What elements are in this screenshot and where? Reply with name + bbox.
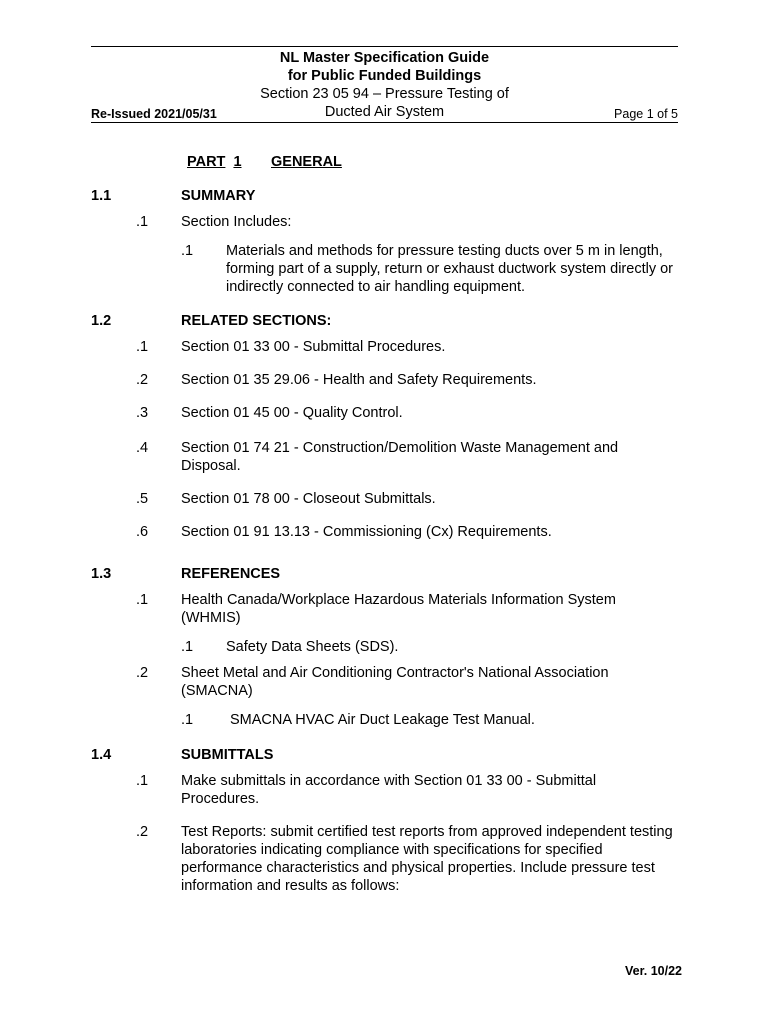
item-number: .2 [136,665,149,681]
item-number: .2 [136,372,149,388]
subitem-number: .1 [181,243,194,259]
section-title: SUBMITTALS [181,747,274,763]
reissued-date: Re-Issued 2021/05/31 [91,107,217,121]
part-label: PART [187,154,226,170]
section-number: 1.4 [91,747,112,763]
section-title: REFERENCES [181,566,281,582]
item-number: .1 [136,773,149,789]
item-number: .3 [136,405,149,421]
header-section-line1: Section 23 05 94 – Pressure Testing of [260,86,509,102]
part-title: GENERAL [271,154,342,170]
part-number: 1 [233,154,242,170]
item-text: Test Reports: submit certified test reports from approved independent testing laboratories indicating compliance with specifications for specified performance characteristics and physical properties. Include pressure test information and results as follows: [181,824,673,894]
section-title: SUMMARY [181,188,256,204]
section-number: 1.2 [91,313,112,329]
item-text: Section 01 33 00 - Submittal Procedures. [181,339,446,355]
item-number: .2 [136,824,149,840]
version-label: Ver. 10/22 [624,964,682,978]
subitem-text: SMACNA HVAC Air Duct Leakage Test Manual. [230,712,535,728]
item-text: Section 01 91 13.13 - Commissioning (Cx) Requirements. [181,524,552,540]
item-number: .1 [136,339,149,355]
subitem-text: Materials and methods for pressure testing ducts over 5 m in length, forming part of a supply, return or exhaust ductwork system directly or indirectly connected to air handling equipment. [226,243,673,295]
item-number: .5 [136,491,149,507]
subitem-number: .1 [181,712,194,728]
part-heading [187,153,242,171]
item-number: .4 [136,440,149,456]
item-number: .1 [136,592,149,608]
header-bottom-rule [91,122,678,123]
item-text: Make submittals in accordance with Section 01 33 00 - Submittal Procedures. [181,773,597,807]
item-text: Section 01 78 00 - Closeout Submittals. [181,491,436,507]
item-text: Sheet Metal and Air Conditioning Contractor's National Association (SMACNA) [181,665,609,699]
header-section-line2: Ducted Air System [324,104,445,120]
item-text: Health Canada/Workplace Hazardous Materials Information System (WHMIS) [181,592,616,626]
subitem-text: Safety Data Sheets (SDS). [226,639,399,655]
header-top-rule [91,46,678,47]
item-number: .6 [136,524,149,540]
subitem-number: .1 [181,639,194,655]
section-number: 1.1 [91,188,112,204]
section-title: RELATED SECTIONS: [181,313,332,329]
item-text: Section Includes: [181,214,292,230]
item-text: Section 01 35 29.06 - Health and Safety Requirements. [181,372,537,388]
header-title-line1: NL Master Specification Guide [279,50,490,66]
item-text: Section 01 45 00 - Quality Control. [181,405,403,421]
item-text: Section 01 74 21 - Construction/Demolition Waste Management and Disposal. [181,440,619,474]
item-number: .1 [136,214,149,230]
header-title-line2: for Public Funded Buildings [287,68,482,84]
section-number: 1.3 [91,566,112,582]
page-number: Page 1 of 5 [614,107,678,121]
